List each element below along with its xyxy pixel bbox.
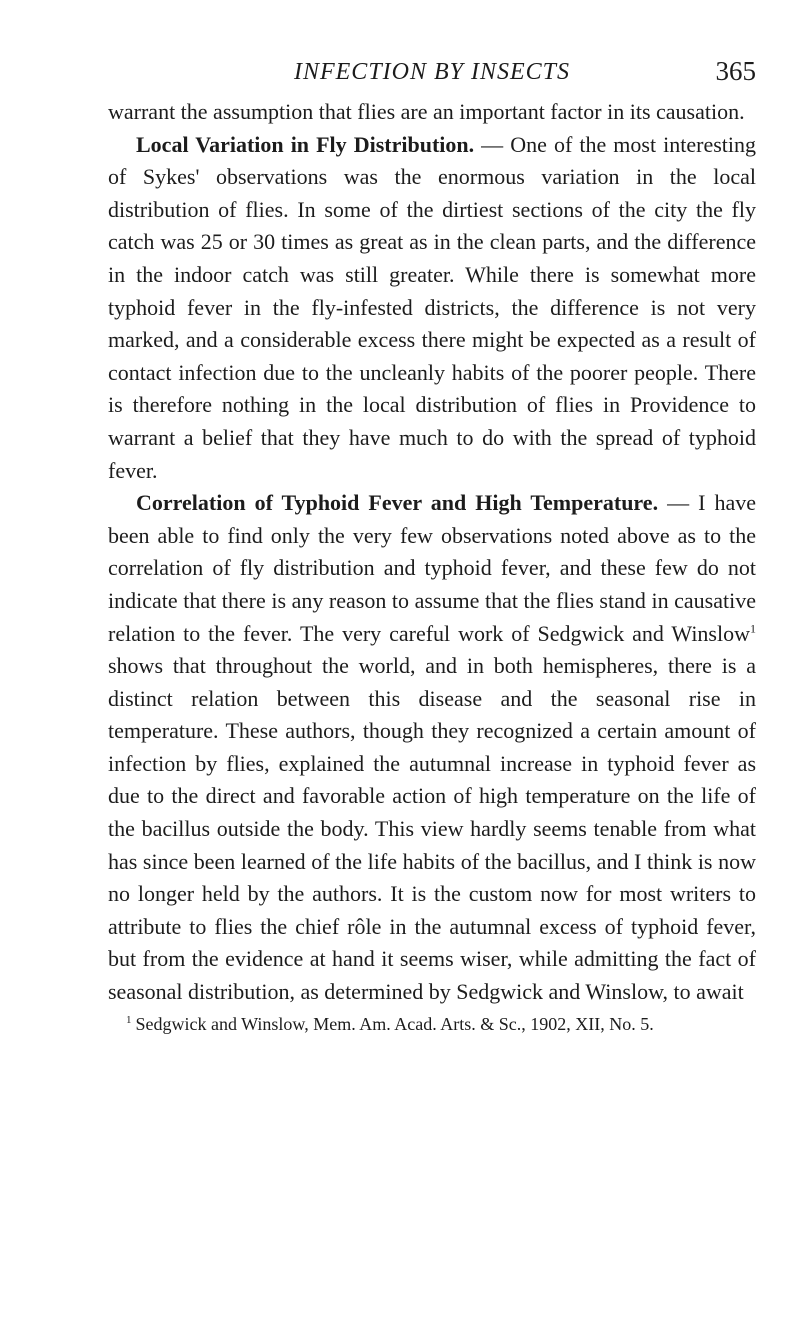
section-heading-correlation: Correlation of Typhoid Fever and High Temperature. (136, 490, 659, 516)
book-page (108, 56, 756, 1037)
paragraph-text-part-1: I have been able to find only the very few observations noted above as to the correlation of fly distribution and typhoid fever, and these few do not indicate that there is any reason to assume that the flies stand in causative relation to the fever. The very careful work of Sedgwick and Winslow (108, 490, 757, 646)
section-heading-local-variation: Local Variation in Fly Distribution. (136, 131, 475, 157)
heading-dash: — (658, 490, 699, 516)
paragraph-text: One of the most interesting of Sykes' observations was the enormous variation in the local distribution of flies. In some of the dirtiest sections of the city the fly catch was 25 or 30 times as great as in the clean parts, and the difference in the indoor catch was still greater. While there is somewhat more typhoid fever in the fly-infested districts, the difference is not very marked, and a considerable excess there might be expected as a result of contact infection due to the uncleanly habits of the poorer people. There is therefore nothing in the local distribution of flies in Providence to warrant a belief that they have much to do with the spread of typhoid fever. (108, 131, 756, 483)
running-head (108, 56, 756, 96)
footnote-mark: 1 (126, 1013, 132, 1026)
paragraph-text-part-2: shows that throughout the world, and in both hemispheres, there is a distinct relation between this disease and the seasonal rise in temperature. These authors, though they recognized a certain amount of infection by flies, explained the autumnal increase in typhoid fever as due to the direct and favorable action of high temperature on the life of the bacillus outside the body. This view hardly seems tenable from what has since been learned of the life habits of the bacillus, and I think is now no longer held by the authors. It is the custom now for most writers to attribute to flies the chief rôle in the autumnal excess of typhoid fever, but from the evidence at hand it seems wiser, while admitting the fact of seasonal distribution, as determined by Sedgwick and Winslow, to await (108, 653, 756, 1005)
footnote-text: Sedgwick and Winslow, Mem. Am. Acad. Arts. & Sc., 1902, XII, No. 5. (135, 1013, 654, 1034)
footnote-reference[interactable]: 1 (750, 621, 756, 636)
paragraph-correlation (108, 487, 756, 1009)
footnote (108, 1011, 756, 1037)
heading-dash: — (474, 131, 511, 157)
running-title: INFECTION BY INSECTS (293, 59, 571, 85)
paragraph-local-variation (108, 129, 756, 488)
page-number: 365 (715, 56, 756, 86)
body-text (108, 96, 756, 1009)
continuation-paragraph: warrant the assumption that flies are an important factor in its causation. (108, 99, 745, 124)
